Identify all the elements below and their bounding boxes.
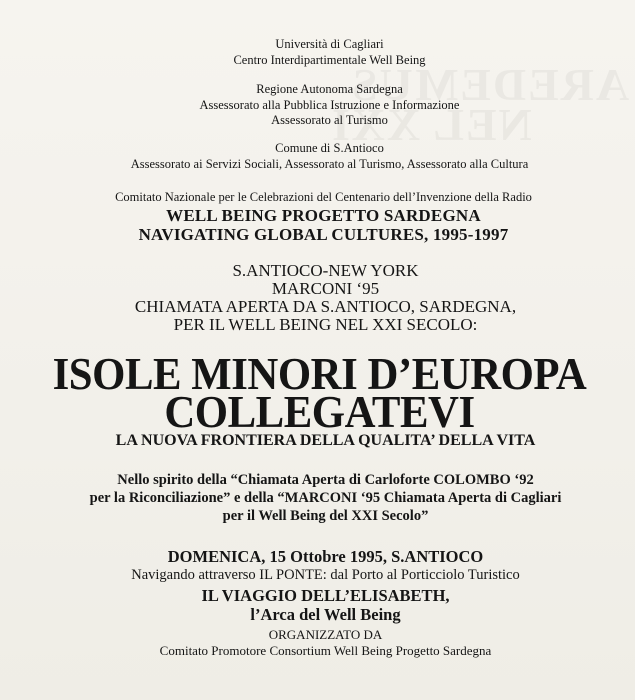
comune-name: Comune di S.Antioco	[275, 141, 384, 155]
comune-departments: Assessorato ai Servizi Sociali, Assessorato al Turismo, Assessorato alla Cultura	[130, 156, 529, 171]
voyage-title: IL VIAGGIO DELL’ELISABETH,	[201, 586, 450, 605]
event-date-text: DOMENICA, 15 Ottobre 1995, S.ANTIOCO	[167, 547, 484, 566]
university-block	[12, 37, 635, 68]
region-block	[12, 82, 635, 129]
voyage-block	[8, 586, 635, 624]
organiser-block	[8, 627, 635, 659]
event-date	[8, 547, 635, 566]
region-department: Assessorato al Turismo	[271, 113, 388, 127]
project-block	[6, 206, 635, 244]
university-name: Università di Cagliari	[275, 37, 384, 51]
organised-by-label: ORGANIZZATO DA	[268, 627, 383, 642]
comitato-line	[6, 190, 635, 206]
call-line: S.ANTIOCO-NEW YORK	[232, 261, 419, 280]
main-title-line2: COLLEGATEVI	[164, 386, 475, 437]
spirit-line: per la Riconciliazione” e della “MARCONI ‘95 Chiamata Aperta di Cagliari	[89, 490, 562, 506]
project-subtitle: NAVIGATING GLOBAL CULTURES, 1995-1997	[138, 225, 509, 244]
project-title: WELL BEING PROGETTO SARDEGNA	[166, 206, 481, 225]
ark-title: l’Arca del Well Being	[250, 605, 401, 624]
tagline-text: LA NUOVA FRONTIERA DELLA QUALITA’ DELLA VITA	[115, 432, 536, 449]
region-name: Regione Autonoma Sardegna	[256, 82, 403, 96]
spirit-block	[8, 471, 635, 525]
event-route	[8, 567, 635, 584]
organiser-name: Comitato Promotore Consortium Well Being Progetto Sardegna	[159, 643, 492, 658]
comune-block	[12, 141, 635, 172]
main-title-line1: ISOLE MINORI D’EUROPA	[52, 348, 587, 399]
comitato-name: Comitato Nazionale per le Celebrazioni del Centenario dell’Invenzione della Radio	[115, 190, 532, 204]
call-line: CHIAMATA APERTA DA S.ANTIOCO, SARDEGNA,	[134, 297, 517, 316]
call-line: PER IL WELL BEING NEL XXI SECOLO:	[173, 315, 478, 334]
tagline	[8, 432, 635, 450]
call-block	[8, 262, 635, 334]
spirit-line: Nello spirito della “Chiamata Aperta di Carloforte COLOMBO ‘92	[117, 472, 534, 488]
spirit-line: per il Well Being del XXI Secolo”	[222, 508, 429, 524]
main-title	[24, 348, 615, 437]
event-route-text: Navigando attraverso IL PONTE: dal Porto al Porticciolo Turistico	[131, 567, 520, 583]
region-department: Assessorato alla Pubblica Istruzione e Informazione	[199, 97, 460, 112]
call-line: MARCONI ‘95	[271, 279, 380, 298]
centre-name: Centro Interdipartimentale Well Being	[233, 52, 426, 67]
